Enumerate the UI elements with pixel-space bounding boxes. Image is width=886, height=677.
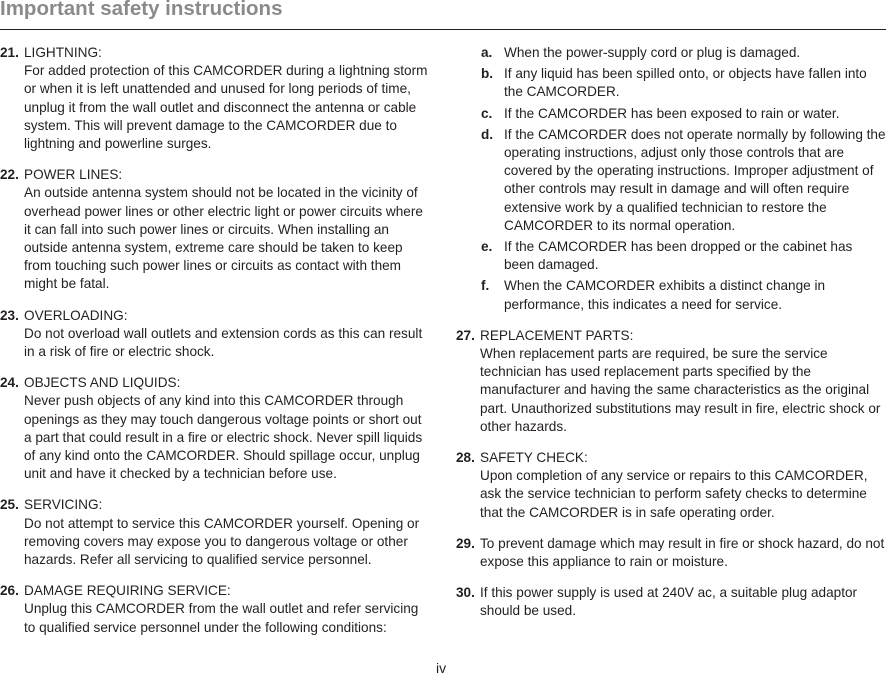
right-items <box>456 327 886 621</box>
instruction-item <box>0 307 432 362</box>
condition-text: If the CAMCORDER does not operate normally by following the operating instructions, adjust only those controls that are covered by the operating instructions. Improper adjustment of other controls may result in damage and will often require extensive work by a qualified technician to restore the CAMCORDER to its normal operation. <box>504 126 886 233</box>
instruction-item <box>456 327 886 436</box>
condition-letter: a. <box>481 45 493 60</box>
page-title: Important safety instructions <box>0 0 283 20</box>
item-text: Do not attempt to service this CAMCORDER yourself. Opening or removing covers may expose you to dangerous voltage or other hazards. Refer all servicing to qualified service personnel. <box>24 515 420 568</box>
instruction-item <box>0 496 432 569</box>
instruction-item <box>0 166 432 293</box>
item-number: 24. <box>0 375 19 391</box>
condition-letter: b. <box>481 66 494 82</box>
item-heading: SAFETY CHECK: <box>480 450 588 466</box>
item-text: Do not overload wall outlets and extension cords as this can result in a risk of fire or electric shock. <box>24 325 423 360</box>
item-heading: OBJECTS AND LIQUIDS: <box>24 375 181 391</box>
item-heading: OVERLOADING: <box>24 307 128 323</box>
item-number: 21. <box>0 45 19 60</box>
condition-letter: d. <box>481 126 494 142</box>
condition-letter: f. <box>481 278 490 294</box>
item-number: 25. <box>0 497 19 513</box>
item-number: 27. <box>456 327 475 343</box>
item-heading: POWER LINES: <box>24 167 123 183</box>
damage-conditions-list <box>456 44 886 314</box>
item-text: When replacement parts are required, be sure the service technician has used replacement parts specified by the manufacturer and having the same characteristics as the original part. Unauthorized substitutions may result in fire, electric shock or other hazards. <box>480 346 881 434</box>
condition-letter: e. <box>481 239 493 255</box>
condition-text: If any liquid has been spilled onto, or objects have fallen into the CAMCORDER. <box>504 66 867 100</box>
item-text: Never push objects of any kind into this CAMCORDER through openings as they may touch dangerous voltage points or short out a part that could result in a fire or electric shock. Never spill liquids of any kind onto the CAMCORDER. Should spillage occur, unplug unit and have it checked by a technician before use. <box>24 393 423 482</box>
instruction-item <box>456 535 886 571</box>
condition-letter: c. <box>481 105 493 121</box>
condition-item <box>456 238 886 274</box>
item-text: Upon completion of any service or repairs to this CAMCORDER, ask the service technician to perform safety checks to determine that the CAMCORDER is in safe operating order. <box>480 468 868 520</box>
item-heading: DAMAGE REQUIRING SERVICE: <box>24 583 231 599</box>
item-number: 28. <box>456 450 475 466</box>
item-text: An outside antenna system should not be located in the vicinity of overhead power lines or other electric light or power circuits where it can fall into such power lines or circuits. When installing an outside antenna system, extreme care should be taken to keep from touching such power lines or circuits as contact with them might be fatal. <box>24 185 423 292</box>
item-number: 22. <box>0 167 19 183</box>
condition-item <box>456 126 886 235</box>
instruction-item <box>456 449 886 522</box>
left-column <box>0 44 432 637</box>
item-heading: LIGHTNING: <box>24 45 102 60</box>
condition-text: When the CAMCORDER exhibits a distinct change in performance, this indicates a need for service. <box>504 278 826 312</box>
condition-text: If the CAMCORDER has been dropped or the cabinet has been damaged. <box>504 239 853 273</box>
item-text: For added protection of this CAMCORDER during a lightning storm or when it is left unattended and unused for long periods of time, unplug it from the wall outlet and disconnect the antenna or cable system. This will prevent damage to the CAMCORDER due to lightning and powerline surges. <box>24 63 428 152</box>
condition-text: When the power-supply cord or plug is damaged. <box>504 45 801 60</box>
item-heading: REPLACEMENT PARTS: <box>480 327 634 343</box>
condition-item <box>456 65 886 101</box>
item-heading: SERVICING: <box>24 497 103 513</box>
right-column <box>456 44 886 621</box>
condition-text: If the CAMCORDER has been exposed to rain or water. <box>504 105 840 121</box>
condition-item <box>456 277 886 313</box>
instruction-item <box>0 374 432 483</box>
condition-item <box>456 105 886 123</box>
item-number: 29. <box>456 535 475 551</box>
instruction-item <box>0 582 432 637</box>
title-divider <box>0 29 886 30</box>
item-text: To prevent damage which may result in fire or shock hazard, do not expose this appliance to rain or moisture. <box>480 535 885 570</box>
condition-item <box>456 44 886 62</box>
page-number: iv <box>436 660 447 676</box>
item-text: Unplug this CAMCORDER from the wall outlet and refer servicing to qualified service personnel under the following conditions: <box>24 601 419 635</box>
item-text: If this power supply is used at 240V ac, a suitable plug adaptor should be used. <box>480 585 858 619</box>
item-number: 30. <box>456 585 475 601</box>
instruction-item <box>0 44 432 153</box>
item-number: 26. <box>0 583 19 599</box>
instruction-item <box>456 584 886 620</box>
item-number: 23. <box>0 307 19 323</box>
